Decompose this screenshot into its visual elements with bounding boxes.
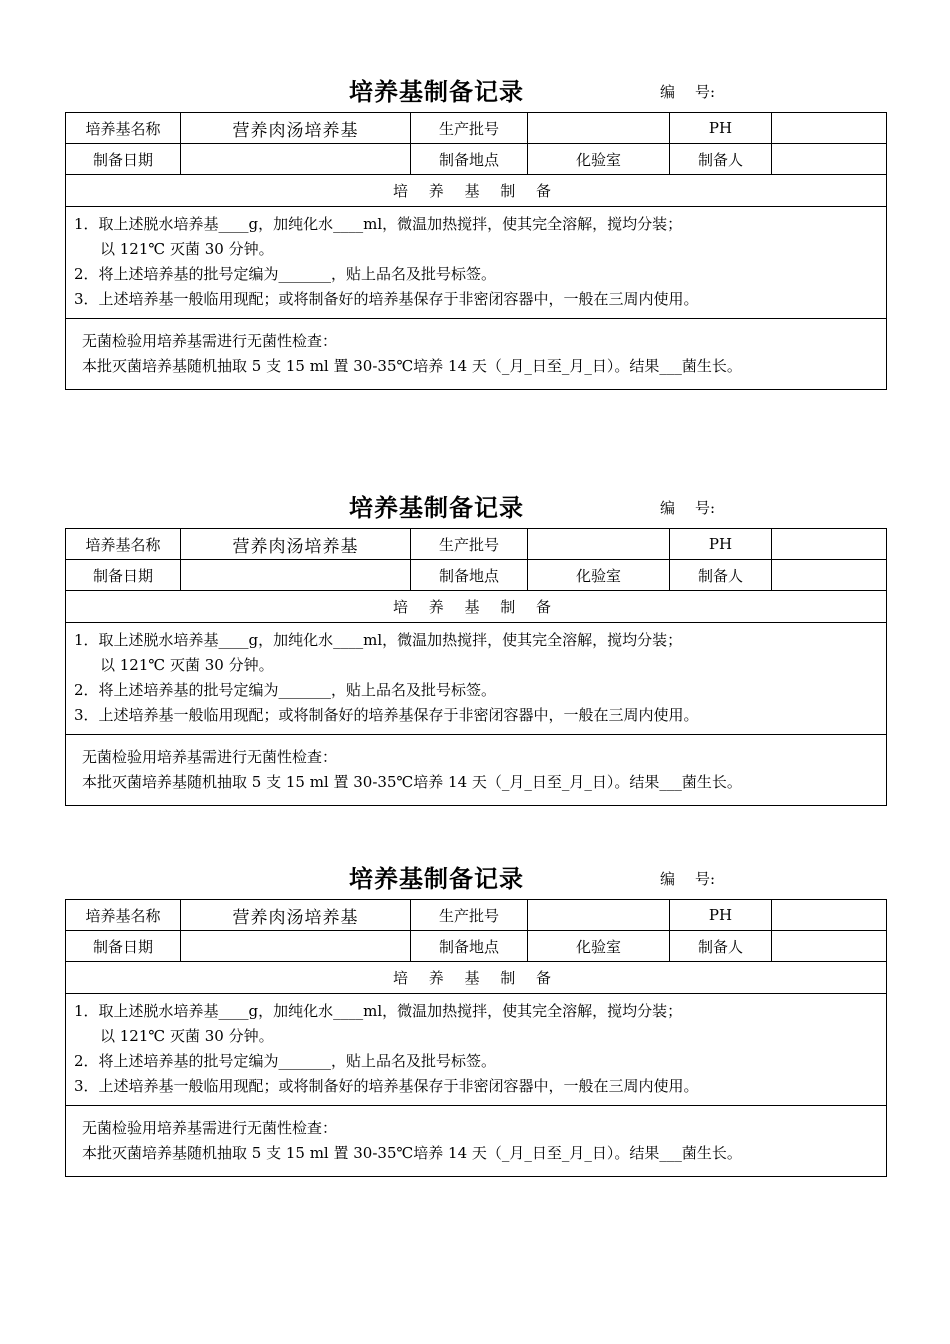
medium-name-value[interactable]: 营养肉汤培养基 xyxy=(181,529,411,560)
prep-place-value[interactable]: 化验室 xyxy=(528,560,670,591)
sterility-heading: 无菌检验用培养基需进行无菌性检查： xyxy=(82,748,338,766)
record-header xyxy=(65,488,886,528)
sterility-check xyxy=(66,319,887,390)
step-1: 1．取上述脱水培养基____g，加纯化水____ml，微温加热搅拌，使其完全溶解，搅均分装； xyxy=(74,1002,683,1020)
preparer-label: 制备人 xyxy=(670,931,772,962)
ph-label: PH xyxy=(670,529,772,560)
prep-date-label: 制备日期 xyxy=(66,560,181,591)
record-title: 培养基制备记录 xyxy=(349,494,524,522)
ph-label: PH xyxy=(670,900,772,931)
record-title: 培养基制备记录 xyxy=(349,78,524,106)
prep-place-label: 制备地点 xyxy=(411,931,528,962)
sterility-text: 本批灭菌培养基随机抽取 5 支 15 ml 置 30-35℃培养 14 天（_月_日至_月_日）。结果___菌生长。 xyxy=(82,1144,742,1162)
serial-label-part: 号: xyxy=(695,870,716,888)
prep-date-label: 制备日期 xyxy=(66,931,181,962)
prep-record-1 xyxy=(65,72,886,390)
batch-no-label: 生产批号 xyxy=(411,900,528,931)
ph-value[interactable] xyxy=(772,900,887,931)
preparer-value[interactable] xyxy=(772,931,887,962)
sterility-text: 本批灭菌培养基随机抽取 5 支 15 ml 置 30-35℃培养 14 天（_月_日至_月_日）。结果___菌生长。 xyxy=(82,773,742,791)
record-table xyxy=(65,112,887,390)
record-title: 培养基制备记录 xyxy=(349,865,524,893)
preparer-value[interactable] xyxy=(772,560,887,591)
prep-place-label: 制备地点 xyxy=(411,144,528,175)
prep-date-value[interactable] xyxy=(181,144,411,175)
serial-number-field xyxy=(660,81,715,102)
step-1-cont: 以 121℃ 灭菌 30 分钟。 xyxy=(100,656,274,674)
serial-label-part: 号: xyxy=(695,83,716,101)
prep-steps xyxy=(66,207,887,319)
prep-date-value[interactable] xyxy=(181,931,411,962)
serial-label-part: 编 xyxy=(660,870,676,888)
prep-record-3 xyxy=(65,859,886,1177)
prep-steps xyxy=(66,623,887,735)
medium-name-label: 培养基名称 xyxy=(66,529,181,560)
step-2: 2．将上述培养基的批号定编为_______，贴上品名及批号标签。 xyxy=(74,1052,497,1070)
ph-label: PH xyxy=(670,113,772,144)
serial-number-field xyxy=(660,497,715,518)
step-3: 3．上述培养基一般临用现配；或将制备好的培养基保存于非密闭容器中，一般在三周内使用。 xyxy=(74,706,699,724)
prep-date-value[interactable] xyxy=(181,560,411,591)
batch-no-label: 生产批号 xyxy=(411,529,528,560)
step-2: 2．将上述培养基的批号定编为_______，贴上品名及批号标签。 xyxy=(74,681,497,699)
step-1: 1．取上述脱水培养基____g，加纯化水____ml，微温加热搅拌，使其完全溶解，搅均分装； xyxy=(74,215,683,233)
ph-value[interactable] xyxy=(772,529,887,560)
batch-no-label: 生产批号 xyxy=(411,113,528,144)
sterility-check xyxy=(66,735,887,806)
medium-name-value[interactable]: 营养肉汤培养基 xyxy=(181,113,411,144)
step-2: 2．将上述培养基的批号定编为_______，贴上品名及批号标签。 xyxy=(74,265,497,283)
preparer-label: 制备人 xyxy=(670,560,772,591)
batch-no-value[interactable] xyxy=(528,529,670,560)
record-header xyxy=(65,72,886,112)
prep-place-label: 制备地点 xyxy=(411,560,528,591)
prep-date-label: 制备日期 xyxy=(66,144,181,175)
record-table xyxy=(65,899,887,1177)
preparer-label: 制备人 xyxy=(670,144,772,175)
serial-label-part: 编 xyxy=(660,83,676,101)
sterility-check xyxy=(66,1106,887,1177)
step-3: 3．上述培养基一般临用现配；或将制备好的培养基保存于非密闭容器中，一般在三周内使用。 xyxy=(74,1077,699,1095)
serial-label-part: 编 xyxy=(660,499,676,517)
prep-record-2 xyxy=(65,488,886,806)
sterility-text: 本批灭菌培养基随机抽取 5 支 15 ml 置 30-35℃培养 14 天（_月_日至_月_日）。结果___菌生长。 xyxy=(82,357,742,375)
step-1: 1．取上述脱水培养基____g，加纯化水____ml，微温加热搅拌，使其完全溶解，搅均分装； xyxy=(74,631,683,649)
step-3: 3．上述培养基一般临用现配；或将制备好的培养基保存于非密闭容器中，一般在三周内使用。 xyxy=(74,290,699,308)
sterility-heading: 无菌检验用培养基需进行无菌性检查： xyxy=(82,1119,338,1137)
prep-place-value[interactable]: 化验室 xyxy=(528,144,670,175)
medium-name-label: 培养基名称 xyxy=(66,900,181,931)
step-1-cont: 以 121℃ 灭菌 30 分钟。 xyxy=(100,240,274,258)
medium-name-value[interactable]: 营养肉汤培养基 xyxy=(181,900,411,931)
sterility-heading: 无菌检验用培养基需进行无菌性检查： xyxy=(82,332,338,350)
serial-label-part: 号: xyxy=(695,499,716,517)
serial-number-field xyxy=(660,868,715,889)
prep-steps xyxy=(66,994,887,1106)
section-title: 培 养 基 制 备 xyxy=(66,591,887,623)
batch-no-value[interactable] xyxy=(528,900,670,931)
medium-name-label: 培养基名称 xyxy=(66,113,181,144)
ph-value[interactable] xyxy=(772,113,887,144)
prep-place-value[interactable]: 化验室 xyxy=(528,931,670,962)
section-title: 培 养 基 制 备 xyxy=(66,962,887,994)
preparer-value[interactable] xyxy=(772,144,887,175)
record-table xyxy=(65,528,887,806)
step-1-cont: 以 121℃ 灭菌 30 分钟。 xyxy=(100,1027,274,1045)
record-header xyxy=(65,859,886,899)
section-title: 培 养 基 制 备 xyxy=(66,175,887,207)
batch-no-value[interactable] xyxy=(528,113,670,144)
